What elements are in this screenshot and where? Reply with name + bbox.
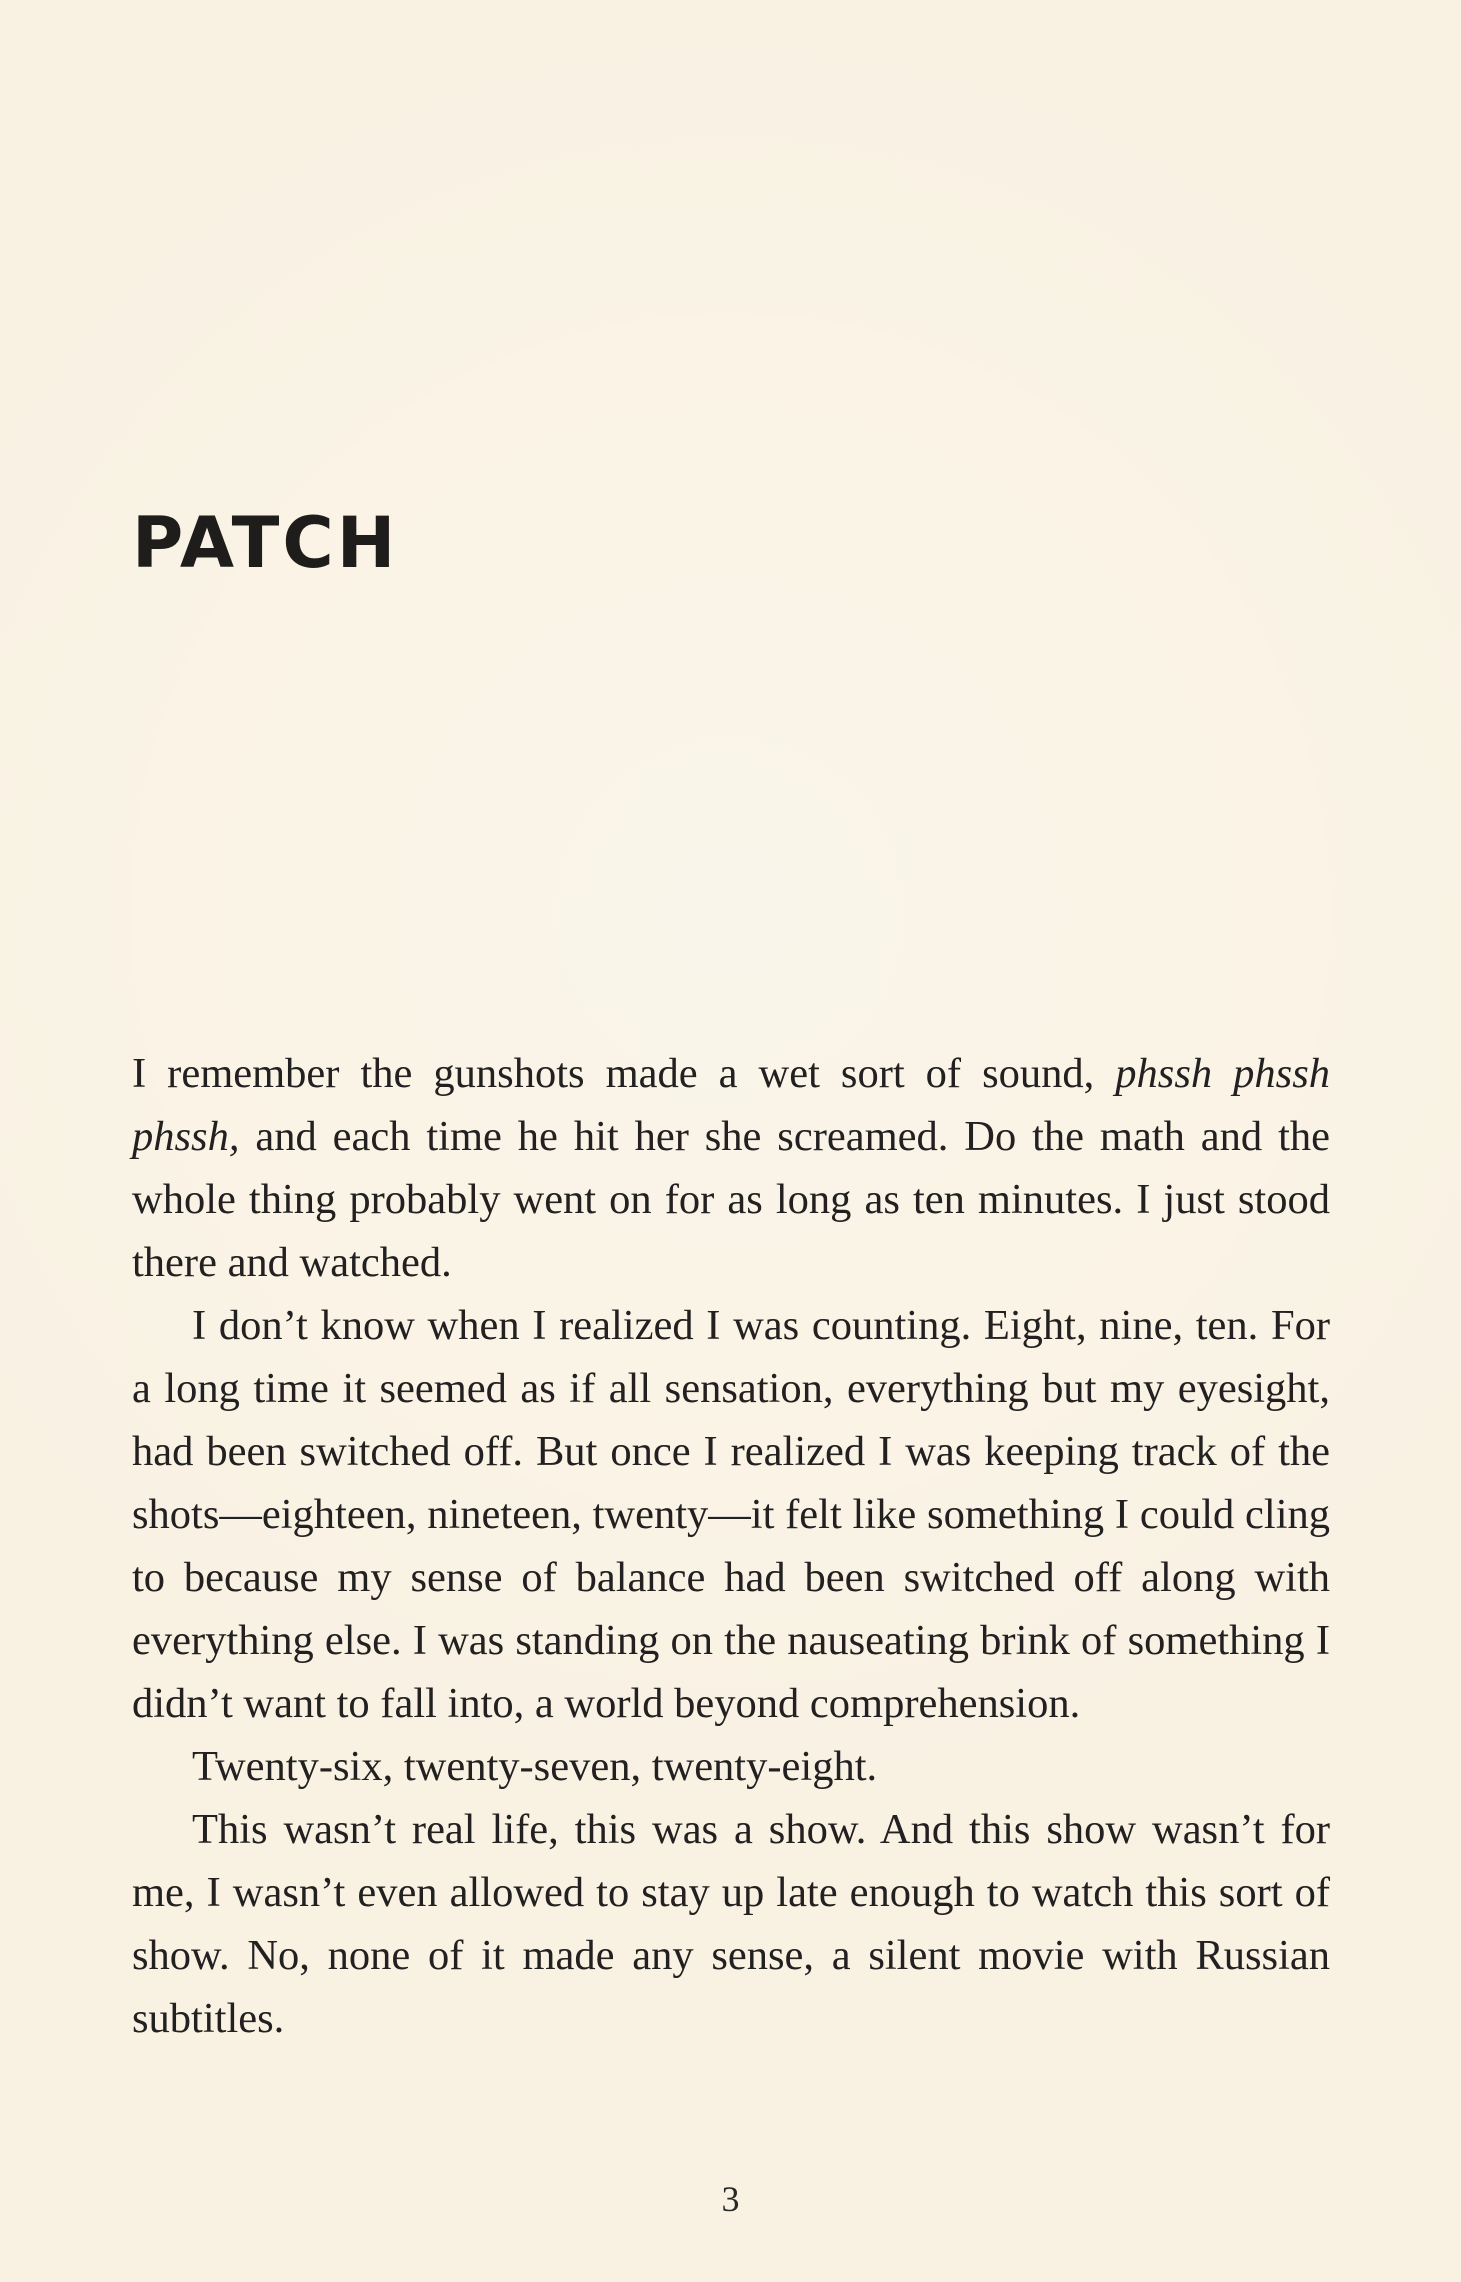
page-number: 3 <box>721 2179 740 2219</box>
paragraph-1-text-cont: and each time he hit her she screamed. Do the math and the whole thing probably went on for as long as ten minutes. I just stood there and watched. <box>132 1113 1330 1286</box>
chapter-title: PATCH <box>132 502 399 584</box>
paragraph-1 <box>132 1042 1330 1294</box>
paragraph-3: Twenty-six, twenty-seven, twenty-eight. <box>192 1743 878 1790</box>
paragraph-1-italic: phssh phssh phssh, <box>132 1050 1330 1160</box>
paragraph-4: This wasn’t real life, this was a show. And this show wasn’t for me, I wasn’t even allowed to stay up late enough to watch this sort of show. No, none of it made any sense, a silent movie with Russian subtitles. <box>132 1806 1330 2042</box>
paragraph-2: I don’t know when I realized I was counting. Eight, nine, ten. For a long time it seemed as if all sensation, everything but my eyesight, had been switched off. But once I realized I was keeping track of the shots—eighteen, nineteen, twenty—it felt like something I could cling to because my sense of balance had been switched off along with everything else. I was standing on the nauseating brink of something I didn’t want to fall into, a world beyond comprehension. <box>132 1302 1330 1727</box>
paragraph-1-text: I remember the gunshots made a wet sort of sound, <box>132 1050 1116 1097</box>
chapter-body <box>132 1042 1330 2050</box>
